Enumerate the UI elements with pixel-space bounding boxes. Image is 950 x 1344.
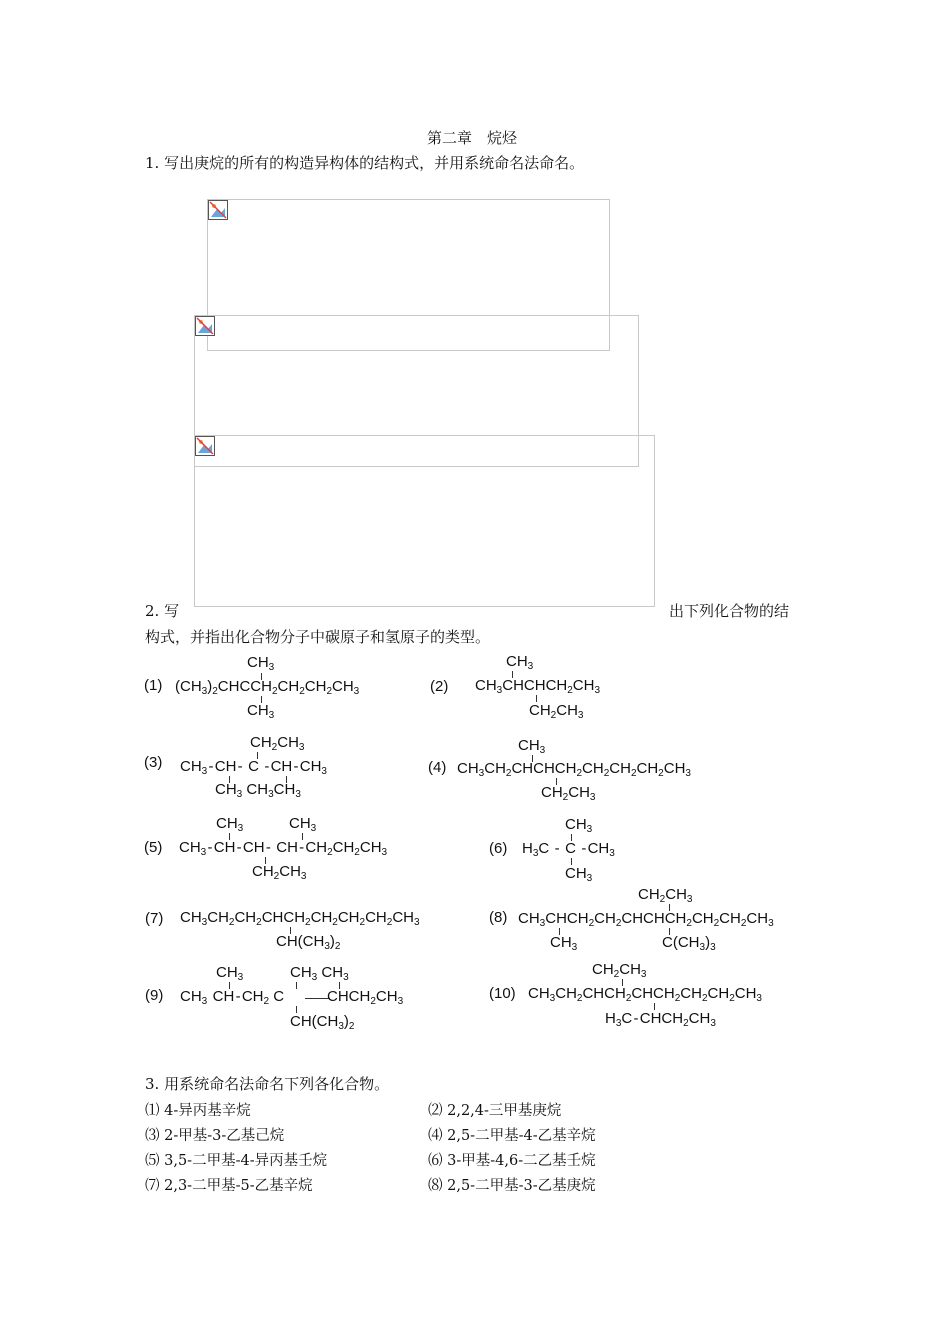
question-2-line2: 构式，并指出化合物分子中碳原子和氢原子的类型。 bbox=[145, 628, 491, 646]
answer-7: ⑺ 2,3-二甲基-5-乙基辛烷 bbox=[145, 1178, 313, 1194]
label-7: (7) bbox=[145, 910, 164, 927]
answer-3: ⑶ 2-甲基-3-乙基己烷 bbox=[145, 1128, 285, 1144]
broken-image-icon bbox=[208, 200, 228, 220]
label-5: (5) bbox=[144, 839, 163, 856]
label-6: (6) bbox=[489, 840, 508, 857]
question-1: 1. 写出庚烷的所有的构造异构体的结构式，并用系统命名法命名。 bbox=[145, 154, 585, 172]
question-3: 3. 用系统命名法命名下列各化合物。 bbox=[145, 1075, 390, 1093]
label-4: (4) bbox=[428, 759, 447, 776]
label-10: (10) bbox=[489, 985, 516, 1002]
label-1: (1) bbox=[144, 677, 163, 694]
answer-4: ⑷ 2,5-二甲基-4-乙基辛烷 bbox=[428, 1128, 596, 1144]
label-9: (9) bbox=[145, 987, 164, 1004]
chapter-title: 第二章 烷烃 bbox=[427, 129, 518, 147]
question-2-cont: 出下列化合物的结 bbox=[669, 602, 790, 620]
broken-image-icon bbox=[195, 316, 215, 336]
label-2: (2) bbox=[430, 678, 449, 695]
answer-6: ⑹ 3-甲基-4,6-二乙基壬烷 bbox=[428, 1153, 596, 1169]
broken-image-icon bbox=[195, 436, 215, 456]
question-2-start: 2. 写 bbox=[145, 602, 180, 620]
label-3: (3) bbox=[144, 754, 163, 771]
label-8: (8) bbox=[489, 909, 508, 926]
image-placeholder-3 bbox=[194, 435, 655, 607]
answer-5: ⑸ 3,5-二甲基-4-异丙基壬烷 bbox=[145, 1153, 328, 1169]
answer-1: ⑴ 4-异丙基辛烷 bbox=[145, 1103, 251, 1119]
answer-8: ⑻ 2,5-二甲基-3-乙基庚烷 bbox=[428, 1178, 596, 1194]
answer-2: ⑵ 2,2,4-三甲基庚烷 bbox=[428, 1103, 562, 1119]
